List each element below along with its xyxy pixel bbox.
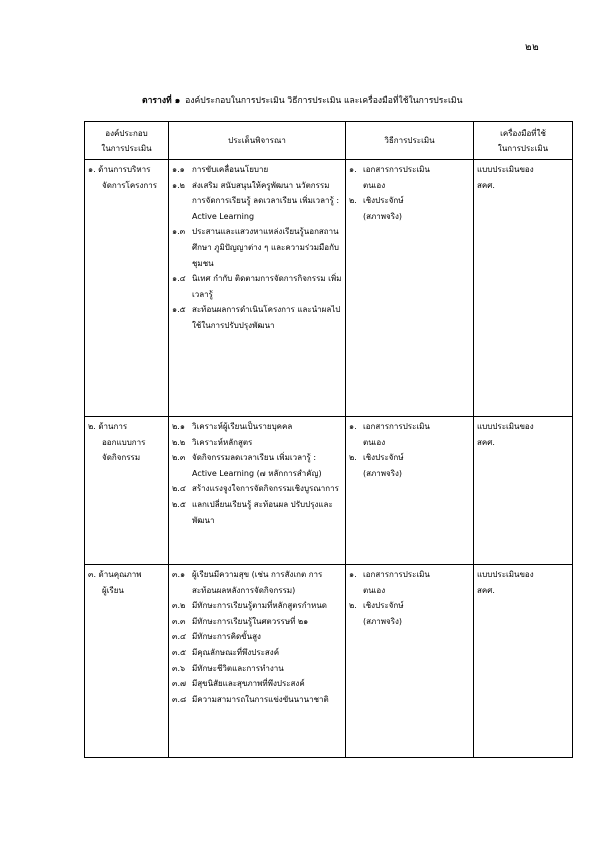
method-item-cont: (สภาพจริง) (363, 211, 403, 221)
issues-cell (169, 565, 346, 758)
issue-item: ๑.๒ ส่งเสริม สนับสนุนให้ครูพัฒนา นวัตกรรมการจัดการเรียนรู้ ลดเวลาเรียน เพิ่มเวลารู้ : Active Learning (172, 180, 340, 221)
header-component-line1: องค์ประกอบ (105, 128, 148, 138)
header-component (85, 122, 169, 160)
method-item-cont: ตนเอง (363, 585, 386, 595)
caption-text: องค์ประกอบในการประเมิน วิธีการประเมิน และเครื่องมือที่ใช้ในการประเมิน (185, 96, 463, 106)
method-item: ๒. เชิงประจักษ์ (349, 453, 404, 463)
component-cell (85, 417, 169, 565)
tool-cell (474, 565, 573, 758)
issue-item: ๓.๔ มีทักษะการคิดขั้นสูง (172, 632, 261, 642)
component-line: ๑. ด้านการบริหาร (88, 165, 151, 174)
method-cell (346, 565, 474, 758)
method-item-cont: (สภาพจริง) (363, 468, 403, 478)
assessment-table (84, 121, 573, 758)
tool-line: แบบประเมินของ (477, 570, 534, 579)
method-item-cont: (สภาพจริง) (363, 616, 403, 626)
tool-line: แบบประเมินของ (477, 165, 534, 174)
tool-line: สคศ. (477, 180, 495, 190)
table-caption (142, 93, 542, 107)
method-item-cont: ตนเอง (363, 180, 386, 190)
tool-line: สคศ. (477, 437, 495, 447)
caption-label: ตารางที่ ๑ (142, 96, 181, 106)
header-tool (474, 122, 573, 160)
method-item: ๑. เอกสารการประเมิน (349, 422, 430, 431)
component-line: ผู้เรียน (102, 585, 124, 595)
page-number: ๒๒ (525, 42, 540, 53)
tool-line: สคศ. (477, 585, 495, 595)
component-cell (85, 160, 169, 417)
component-cell (85, 565, 169, 758)
issue-item: ๒.๓ จัดกิจกรรมลดเวลาเรียน เพิ่มเวลารู้ : Active Learning (๗ หลักการสำคัญ) (172, 453, 322, 478)
issue-item: ๓.๗ มีสุขนิสัยและสุขภาพที่พึงประสงค์ (172, 679, 305, 689)
issue-item: ๑.๔ นิเทศ กำกับ ติดตามการจัดการกิจกรรม เพิ่มเวลารู้ (172, 274, 342, 299)
issues-cell (169, 417, 346, 565)
header-issues: ประเด็นพิจารณา (169, 122, 346, 160)
method-item: ๒. เชิงประจักษ์ (349, 601, 404, 611)
tool-line: แบบประเมินของ (477, 422, 534, 431)
header-row (85, 122, 573, 160)
tool-cell (474, 417, 573, 565)
header-component-line2: ในการประเมิน (101, 143, 152, 153)
method-cell (346, 160, 474, 417)
component-line: จัดการโครงการ (102, 180, 157, 190)
issue-item: ๒.๕ แลกเปลี่ยนเรียนรู้ สะท้อนผล ปรับปรุงและพัฒนา (172, 499, 333, 525)
issue-item: ๓.๘ มีความสามารถในการแข่งขันนานาชาติ (172, 694, 329, 704)
method-item: ๑. เอกสารการประเมิน (349, 570, 430, 579)
component-line: ๒. ด้านการ (88, 422, 128, 431)
table-row (85, 565, 573, 758)
method-item: ๑. เอกสารการประเมิน (349, 165, 430, 174)
method-cell (346, 417, 474, 565)
table-row (85, 417, 573, 565)
header-tool-line1: เครื่องมือที่ใช้ (500, 128, 546, 138)
component-line: ๓. ด้านคุณภาพ (88, 570, 142, 579)
issue-item: ๓.๑ ผู้เรียนมีความสุข (เช่น การสังเกต การสะท้อนผลหลังการจัดกิจกรรม) (172, 570, 323, 595)
issue-item: ๓.๒ มีทักษะการเรียนรู้ตามที่หลักสูตรกำหนด (172, 601, 327, 611)
component-line: จัดกิจกรรม (102, 453, 141, 463)
header-tool-line2: ในการประเมิน (497, 143, 549, 153)
issues-cell (169, 160, 346, 417)
component-line: ออกแบบการ (102, 437, 146, 447)
issue-item: ๒.๑ วิเคราะห์ผู้เรียนเป็นรายบุคคล (172, 422, 293, 431)
issue-item: ๑.๕ สะท้อนผลการดำเนินโครงการ และนำผลไปใช้ในการปรับปรุงพัฒนา (172, 305, 341, 330)
issue-item: ๓.๓ มีทักษะการเรียนรู้ในศตวรรษที่ ๒๑ (172, 616, 309, 626)
issue-item: ๓.๖ มีทักษะชีวิตและการทำงาน (172, 663, 284, 673)
tool-cell (474, 160, 573, 417)
issue-item: ๑.๑ การขับเคลื่อนนโยบาย (172, 165, 269, 174)
method-item: ๒. เชิงประจักษ์ (349, 196, 404, 206)
issue-item: ๓.๕ มีคุณลักษณะที่พึงประสงค์ (172, 647, 280, 657)
table-row (85, 160, 573, 417)
header-method: วิธีการประเมิน (346, 122, 474, 160)
method-item-cont: ตนเอง (363, 437, 386, 447)
issue-item: ๒.๔ สร้างแรงจูงใจการจัดกิจกรรมเชิงบูรณาการ (172, 484, 339, 494)
issue-item: ๑.๓ ประสานและแสวงหาแหล่งเรียนรู้นอกสถานศึกษา ภูมิปัญญาต่าง ๆ และความร่วมมือกับชุมชน (172, 227, 339, 268)
issue-item: ๒.๒ วิเคราะห์หลักสูตร (172, 437, 253, 447)
